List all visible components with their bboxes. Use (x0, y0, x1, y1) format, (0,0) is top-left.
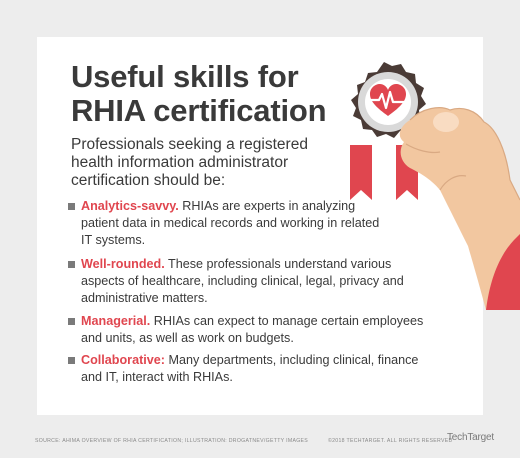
skill-text: and units, as well as work on budgets. (81, 331, 294, 345)
hand-holding-badge-illustration (300, 50, 520, 310)
skill-text: IT systems. (81, 233, 146, 247)
skill-item-managerial (68, 313, 460, 347)
skill-text: RHIAs can expect to manage certain employees (150, 314, 424, 328)
intro-line-1: Professionals seeking a registered (71, 136, 308, 153)
skill-text: administrative matters. (81, 291, 208, 305)
title-line-1: Useful skills for (71, 59, 299, 94)
skill-lead: Collaborative: (81, 353, 165, 367)
skill-text: patient data in medical records and working in related (81, 216, 380, 230)
skill-text: These professionals understand various (164, 257, 392, 271)
skill-text: RHIAs are experts in analyzing (178, 199, 356, 213)
skill-text: Many departments, including clinical, finance (164, 353, 419, 367)
bullet-square-icon (68, 261, 75, 268)
bullet-square-icon (68, 357, 75, 364)
skill-item-collaborative (68, 352, 460, 386)
skill-lead: Well-rounded. (81, 257, 165, 271)
techtarget-logo: TechTarget (447, 432, 494, 443)
bullet-square-icon (68, 318, 75, 325)
hand-icon (400, 108, 520, 310)
title-line-2: RHIA certification (71, 93, 327, 128)
skill-text: and IT, interact with RHIAs. (81, 370, 233, 384)
intro-line-3: certification should be: (71, 172, 226, 189)
intro-line-2: health information administrator (71, 154, 289, 171)
copyright-text: ©2018 TECHTARGET. ALL RIGHTS RESERVED (328, 438, 453, 444)
skill-text: aspects of healthcare, including clinical, legal, privacy and (81, 274, 404, 288)
skill-lead: Managerial. (81, 314, 151, 328)
skill-lead: Analytics-savvy. (81, 199, 179, 213)
bullet-square-icon (68, 203, 75, 210)
source-credit: SOURCE: AHIMA OVERVIEW OF RHIA CERTIFICATION; ILLUSTRATION: DROGATNEV/GETTY IMAGES (35, 438, 309, 444)
